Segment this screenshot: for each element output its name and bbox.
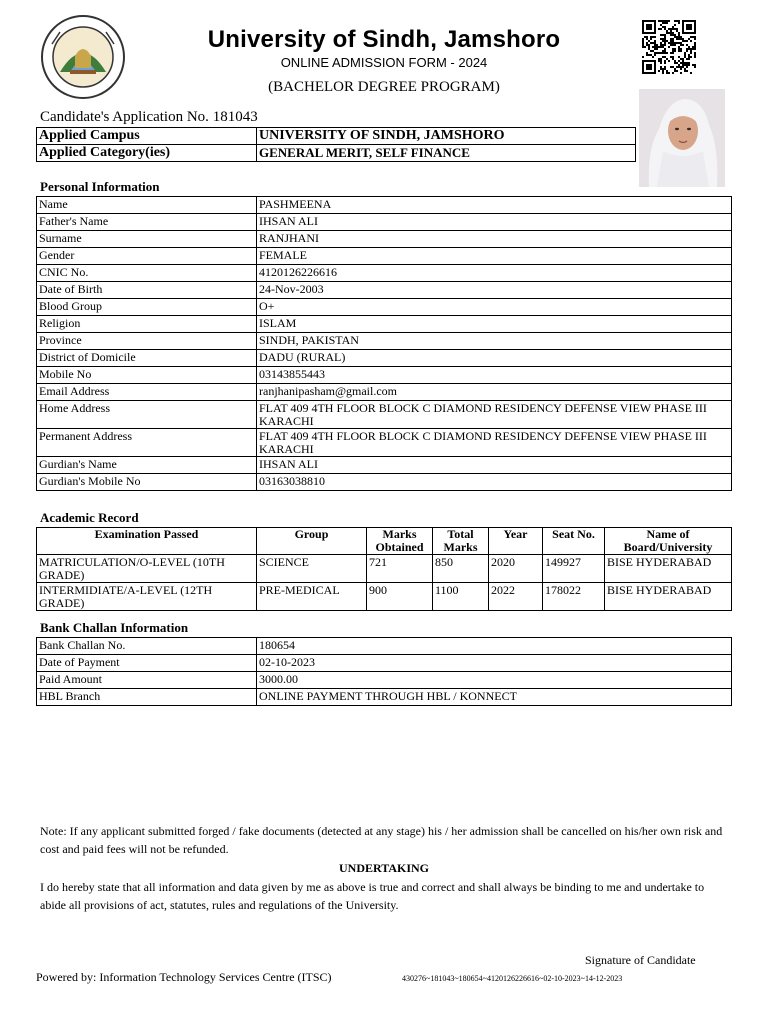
column-header: Group bbox=[257, 528, 367, 555]
university-seal-icon bbox=[40, 14, 126, 100]
field-value: 03163038810 bbox=[257, 474, 732, 491]
column-header: Total Marks bbox=[433, 528, 489, 555]
field-label: Blood Group bbox=[37, 299, 257, 316]
field-value: ISLAM bbox=[257, 316, 732, 333]
undertaking-heading: UNDERTAKING bbox=[338, 861, 430, 875]
campus-table bbox=[36, 127, 636, 162]
table-row bbox=[37, 231, 732, 248]
table-row bbox=[37, 384, 732, 401]
field-label: HBL Branch bbox=[37, 689, 257, 706]
personal-info-heading: Personal Information bbox=[40, 179, 160, 194]
application-number-label: Candidate's Application No. bbox=[40, 109, 209, 125]
field-value: IHSAN ALI bbox=[257, 214, 732, 231]
field-value: 4120126226616 bbox=[257, 265, 732, 282]
exam-cell: MATRICULATION/O-LEVEL (10TH GRADE) bbox=[37, 555, 257, 583]
category-value: GENERAL MERIT, SELF FINANCE bbox=[257, 145, 636, 162]
field-label: Paid Amount bbox=[37, 672, 257, 689]
table-row bbox=[37, 555, 732, 583]
field-value: FLAT 409 4TH FLOOR BLOCK C DIAMOND RESIDENCY DEFENSE VIEW PHASE III KARACHI bbox=[257, 429, 732, 457]
field-label: Home Address bbox=[37, 401, 257, 429]
note-text: Note: If any applicant submitted forged / fake documents (detected at any stage) his / her admission shall be cancelled on his/her own risk and cost and paid fees will not be refunded. bbox=[40, 824, 723, 856]
field-value: FLAT 409 4TH FLOOR BLOCK C DIAMOND RESIDENCY DEFENSE VIEW PHASE III KARACHI bbox=[257, 401, 732, 429]
field-value: ranjhanipasham@gmail.com bbox=[257, 384, 732, 401]
field-value: SINDH, PAKISTAN bbox=[257, 333, 732, 350]
table-row bbox=[37, 689, 732, 706]
personal-info-table bbox=[36, 196, 732, 491]
year-cell: 2020 bbox=[489, 555, 543, 583]
field-label: Gender bbox=[37, 248, 257, 265]
field-label: Father's Name bbox=[37, 214, 257, 231]
field-label: Name bbox=[37, 197, 257, 214]
field-value: O+ bbox=[257, 299, 732, 316]
total-cell: 850 bbox=[433, 555, 489, 583]
field-label: Gurdian's Name bbox=[37, 457, 257, 474]
field-label: Date of Payment bbox=[37, 655, 257, 672]
field-label: Religion bbox=[37, 316, 257, 333]
table-row bbox=[37, 655, 732, 672]
year-cell: 2022 bbox=[489, 583, 543, 611]
column-header: Examination Passed bbox=[37, 528, 257, 555]
signature-label: Signature of Candidate bbox=[585, 953, 696, 967]
seat-cell: 178022 bbox=[543, 583, 605, 611]
application-number-value: 181043 bbox=[212, 109, 258, 125]
table-row bbox=[37, 401, 732, 429]
university-title: University of Sindh, Jamshoro bbox=[207, 26, 561, 53]
column-header: Seat No. bbox=[543, 528, 605, 555]
field-value: 24-Nov-2003 bbox=[257, 282, 732, 299]
table-row bbox=[37, 214, 732, 231]
program-title: (BACHELOR DEGREE PROGRAM) bbox=[268, 79, 500, 95]
group-cell: PRE-MEDICAL bbox=[257, 583, 367, 611]
campus-label: Applied Campus bbox=[37, 128, 257, 145]
field-label: CNIC No. bbox=[37, 265, 257, 282]
field-value: DADU (RURAL) bbox=[257, 350, 732, 367]
table-row bbox=[37, 299, 732, 316]
table-row bbox=[37, 316, 732, 333]
board-cell: BISE HYDERABAD bbox=[605, 583, 732, 611]
table-row bbox=[37, 583, 732, 611]
field-label: Date of Birth bbox=[37, 282, 257, 299]
field-label: Bank Challan No. bbox=[37, 638, 257, 655]
table-row bbox=[37, 350, 732, 367]
field-value: 180654 bbox=[257, 638, 732, 655]
column-header: Marks Obtained bbox=[367, 528, 433, 555]
table-row bbox=[37, 474, 732, 491]
candidate-photo bbox=[639, 89, 725, 187]
bank-challan-heading: Bank Challan Information bbox=[40, 620, 189, 635]
table-row bbox=[37, 457, 732, 474]
field-value: IHSAN ALI bbox=[257, 457, 732, 474]
field-value: ONLINE PAYMENT THROUGH HBL / KONNECT bbox=[257, 689, 732, 706]
table-row bbox=[37, 197, 732, 214]
qr-code-icon bbox=[642, 20, 696, 74]
field-value: 3000.00 bbox=[257, 672, 732, 689]
table-row bbox=[37, 333, 732, 350]
total-cell: 1100 bbox=[433, 583, 489, 611]
field-label: Province bbox=[37, 333, 257, 350]
field-label: Mobile No bbox=[37, 367, 257, 384]
table-row bbox=[37, 367, 732, 384]
category-label: Applied Category(ies) bbox=[37, 145, 257, 162]
academic-record-table bbox=[36, 527, 732, 611]
table-row bbox=[37, 265, 732, 282]
undertaking-text: I do hereby state that all information and data given by me as above is true and correct and shall always be binding to me and undertake to abide all provisions of act, statutes, rules and regulations of the University. bbox=[40, 880, 705, 912]
field-label: Permanent Address bbox=[37, 429, 257, 457]
verification-code: 430276~181043~180654~4120126226616~02-10-2023~14-12-2023 bbox=[402, 974, 623, 983]
powered-by: Powered by: Information Technology Services Centre (ITSC) bbox=[36, 970, 332, 984]
field-value: RANJHANI bbox=[257, 231, 732, 248]
group-cell: SCIENCE bbox=[257, 555, 367, 583]
field-label: Gurdian's Mobile No bbox=[37, 474, 257, 491]
table-row bbox=[37, 145, 636, 162]
field-value: PASHMEENA bbox=[257, 197, 732, 214]
field-label: Email Address bbox=[37, 384, 257, 401]
table-row bbox=[37, 672, 732, 689]
table-row bbox=[37, 282, 732, 299]
form-title: ONLINE ADMISSION FORM - 2024 bbox=[280, 55, 488, 70]
field-value: 02-10-2023 bbox=[257, 655, 732, 672]
marks-cell: 900 bbox=[367, 583, 433, 611]
table-row bbox=[37, 248, 732, 265]
field-value: FEMALE bbox=[257, 248, 732, 265]
table-row bbox=[37, 638, 732, 655]
board-cell: BISE HYDERABAD bbox=[605, 555, 732, 583]
field-label: Surname bbox=[37, 231, 257, 248]
academic-record-heading: Academic Record bbox=[40, 510, 139, 525]
application-number bbox=[40, 109, 258, 126]
campus-value: UNIVERSITY OF SINDH, JAMSHORO bbox=[257, 128, 636, 145]
table-row bbox=[37, 429, 732, 457]
table-header-row bbox=[37, 528, 732, 555]
field-value: 03143855443 bbox=[257, 367, 732, 384]
bank-challan-table bbox=[36, 637, 732, 706]
exam-cell: INTERMIDIATE/A-LEVEL (12TH GRADE) bbox=[37, 583, 257, 611]
column-header: Name of Board/University bbox=[605, 528, 732, 555]
column-header: Year bbox=[489, 528, 543, 555]
field-label: District of Domicile bbox=[37, 350, 257, 367]
table-row bbox=[37, 128, 636, 145]
seat-cell: 149927 bbox=[543, 555, 605, 583]
marks-cell: 721 bbox=[367, 555, 433, 583]
